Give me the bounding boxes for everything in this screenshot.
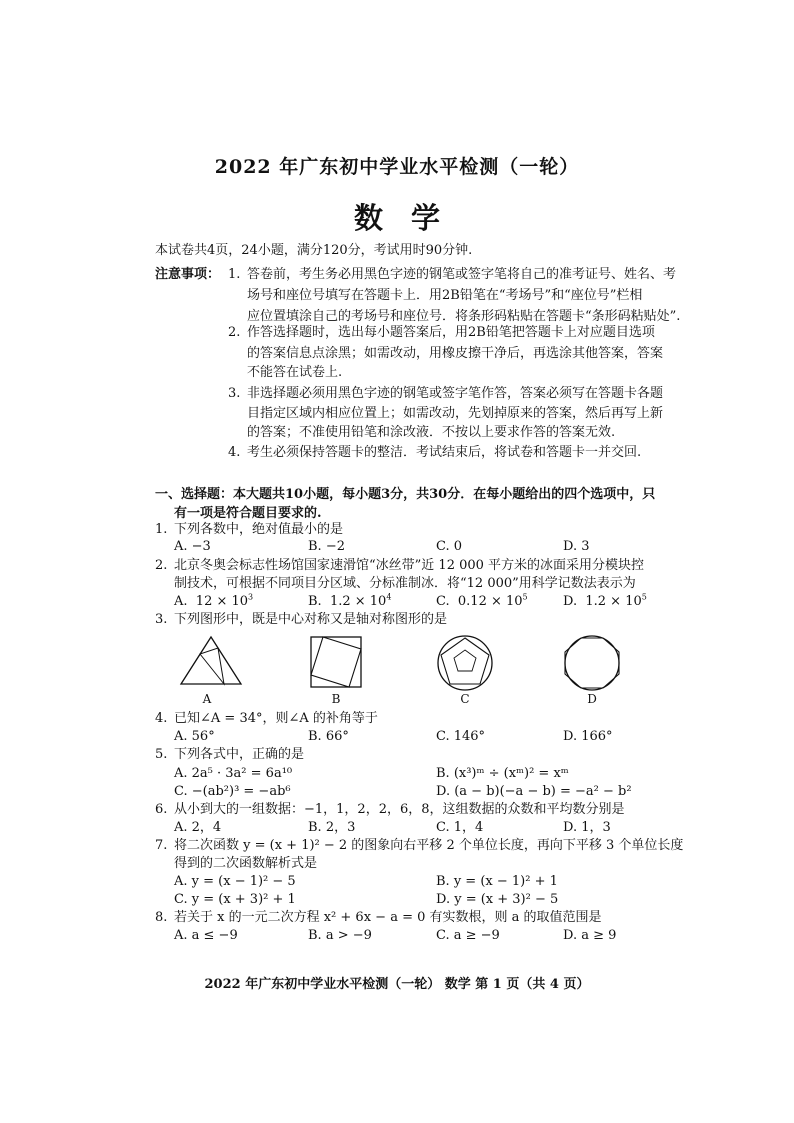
q7-option-a: A. y = (x − 1)² − 5 — [174, 874, 296, 889]
q8-number: 8. — [155, 910, 168, 925]
q5-number: 5. — [155, 747, 168, 762]
q5-option-b: B. (x³)ᵐ ÷ (xᵐ)² = xᵐ — [436, 766, 569, 781]
q1-option-d: D. 3 — [563, 539, 590, 554]
q4-option-d: D. 166° — [563, 729, 613, 744]
q8-option-b: B. a > −9 — [308, 928, 372, 943]
q2-option-b: B. $1.2 \times 10^4$ — [308, 592, 392, 609]
q7-line-2: 得到的二次函数解析式是 — [174, 856, 318, 871]
intro-text: 本试卷共4页，24小题，满分120分，考试用时90分钟. — [155, 243, 473, 258]
q5-option-d: D. (a − b)(−a − b) = −a² − b² — [436, 784, 632, 799]
notice-num-4: 4. — [228, 445, 241, 460]
notice-2-line-2: 的答案信息点涂黑；如需改动，用橡皮擦干净后，再选涂其他答案，答案 — [247, 346, 664, 361]
q5-option-a: A. 2a⁵ · 3a² = 6a¹⁰ — [174, 766, 293, 781]
q3-label-d: D — [587, 692, 597, 706]
q3-label-c: C — [460, 692, 470, 706]
q2-option-c: C. $0.12 \times 10^5$ — [436, 592, 528, 609]
q8-option-d: D. a ≥ 9 — [563, 928, 617, 943]
q7-number: 7. — [155, 838, 168, 853]
notice-3-line-2: 目指定区域内相应位置上；如需改动，先划掉原来的答案，然后再写上新 — [247, 406, 664, 421]
q3-label-b: B — [331, 692, 341, 706]
q7-option-c: C. y = (x + 3)² + 1 — [174, 892, 296, 907]
q8-stem: 若关于 x 的一元二次方程 x² + 6x − a = 0 有实数根，则 a 的取值范围是 — [174, 910, 602, 925]
q6-option-d: D. 1，3 — [563, 820, 611, 835]
q6-option-c: C. 1，4 — [436, 820, 484, 835]
q7-option-d: D. y = (x + 3)² − 5 — [436, 892, 559, 907]
q1-option-c: C. 0 — [436, 539, 463, 554]
section-heading-line-1: 一、选择题：本大题共10小题，每小题3分，共30分．在每小题给出的四个选项中，只 — [155, 487, 656, 502]
q8-option-a: A. a ≤ −9 — [174, 928, 238, 943]
page-footer: 2022 年广东初中学业水平检测（一轮） 数学 第 1 页（共 4 页） — [204, 977, 590, 992]
notice-1-line-2: 场号和座位号填写在答题卡上．用2B铅笔在“考场号”和“座位号”栏相 — [247, 288, 643, 303]
notice-4-line-1: 考生必须保持答题卡的整洁．考试结束后，将试卷和答题卡一并交回. — [247, 445, 642, 460]
subject-title: 数学 — [353, 201, 468, 235]
q6-stem: 从小到大的一组数据：−1，1，2，2，6，8，这组数据的众数和平均数分别是 — [174, 802, 625, 817]
q1-number: 1. — [155, 522, 168, 537]
q1-option-a: A. −3 — [174, 539, 211, 554]
q2-option-d: D. $1.2 \times 10^5$ — [563, 592, 647, 609]
notice-1-line-1: 答卷前，考生务必用黑色字迹的钢笔或签字笔将自己的准考证号、姓名、考 — [247, 267, 677, 282]
q6-number: 6. — [155, 802, 168, 817]
notice-num-3: 3. — [228, 386, 241, 401]
q3-label-a: A — [202, 692, 212, 706]
q4-option-c: C. 146° — [436, 729, 486, 744]
q5-stem: 下列各式中，正确的是 — [174, 747, 305, 762]
notice-label: 注意事项： — [155, 267, 221, 282]
notice-3-line-1: 非选择题必须用黑色字迹的钢笔或签字笔作答，答案必须写在答题卡各题 — [247, 386, 664, 401]
section-heading-line-2: 有一项是符合题目要求的. — [174, 506, 322, 521]
q7-option-b: B. y = (x − 1)² + 1 — [436, 874, 558, 889]
q3-stem: 下列图形中，既是中心对称又是轴对称图形的是 — [174, 612, 448, 627]
q2-line-1: 北京冬奥会标志性场馆国家速滑馆“冰丝带”近 12 000 平方米的冰面采用分模块控 — [174, 558, 645, 573]
q4-number: 4. — [155, 711, 168, 726]
notice-2-line-1: 作答选择题时，选出每小题答案后，用2B铅笔把答题卡上对应题目选项 — [247, 325, 655, 340]
q4-option-a: A. 56° — [174, 729, 215, 744]
q1-stem: 下列各数中，绝对值最小的是 — [174, 522, 344, 537]
q3-figure-c-pentagon — [436, 634, 494, 692]
q3-number: 3. — [155, 612, 168, 627]
q7-line-1: 将二次函数 y = (x + 1)² − 2 的图象向右平移 2 个单位长度，再向下平移 3 个单位长度 — [174, 838, 684, 853]
notice-num-1: 1. — [228, 267, 241, 282]
notice-3-line-3: 的答案；不准使用铅笔和涂改液．不按以上要求作答的答案无效. — [247, 425, 616, 440]
q5-option-c: C. −(ab²)³ = −ab⁶ — [174, 784, 291, 799]
q4-option-b: B. 66° — [308, 729, 349, 744]
q3-figure-a-triangle — [180, 636, 242, 686]
notice-num-2: 2. — [228, 325, 241, 340]
q6-option-b: B. 2，3 — [308, 820, 356, 835]
q3-figure-d-hexagon — [562, 634, 622, 692]
q4-stem: 已知∠A = 34°，则∠A 的补角等于 — [174, 711, 378, 726]
q8-option-c: C. a ≥ −9 — [436, 928, 500, 943]
exam-title: 2022 年广东初中学业水平检测（一轮） — [214, 156, 580, 178]
q6-option-a: A. 2，4 — [174, 820, 222, 835]
notice-1-line-3: 应位置填涂自己的考场号和座位号．将条形码粘贴在答题卡“条形码粘贴处”. — [247, 309, 681, 324]
q3-figure-b-square — [310, 636, 362, 688]
notice-2-line-3: 不能答在试卷上. — [247, 365, 343, 380]
q1-option-b: B. −2 — [308, 539, 345, 554]
q2-option-a: A. $12 \times 10^3$ — [174, 592, 254, 609]
q2-number: 2. — [155, 558, 168, 573]
q2-line-2: 制技术，可根据不同项目分区域、分标准制冰．将“12 000”用科学记数法表示为 — [174, 576, 636, 591]
